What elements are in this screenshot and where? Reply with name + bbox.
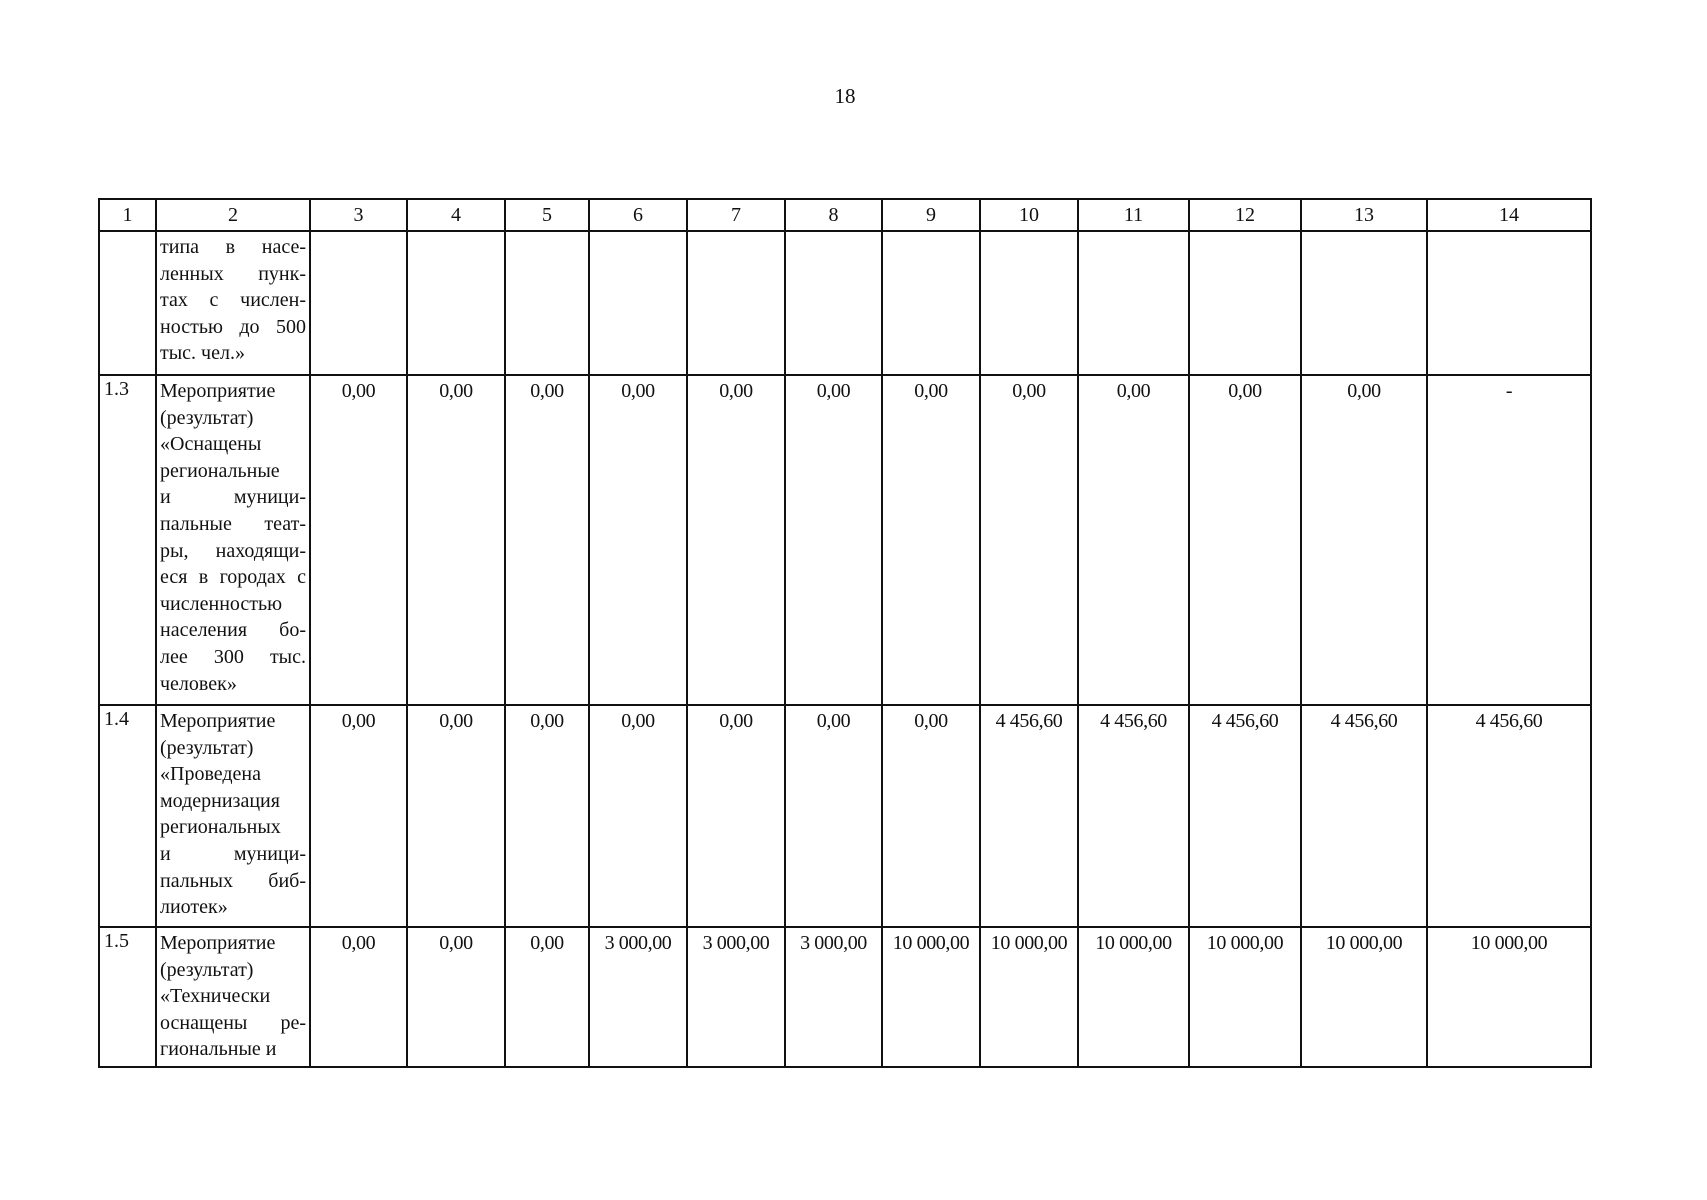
value-cell-col-7: 3 000,00 — [687, 927, 785, 1067]
header-row — [99, 199, 1591, 231]
activity-name — [156, 231, 310, 375]
activity-name-line: «Оснащены — [160, 433, 262, 456]
activity-name-line: и муници- — [160, 486, 306, 509]
column-header-8: 8 — [785, 199, 882, 231]
value-cell-col-10 — [980, 231, 1078, 375]
value-cell-col-11: 10 000,00 — [1078, 927, 1189, 1067]
activity-name-line: ленных пунк- — [160, 262, 306, 285]
value-cell-col-13: 4 456,60 — [1301, 705, 1427, 927]
value-cell-col-6 — [589, 231, 687, 375]
value-cell-col-12: 10 000,00 — [1189, 927, 1301, 1067]
row-number: 1.5 — [99, 927, 156, 1067]
column-header-5: 5 — [505, 199, 589, 231]
value-cell-col-6: 0,00 — [589, 375, 687, 705]
activity-name-line: региональные — [160, 459, 280, 482]
value-cell-col-3 — [310, 231, 407, 375]
value-cell-col-13: 10 000,00 — [1301, 927, 1427, 1067]
activity-name-line: «Технически — [160, 985, 271, 1008]
activity-name-line: модернизация — [160, 789, 280, 812]
value-cell-col-7: 0,00 — [687, 705, 785, 927]
value-cell-col-8: 0,00 — [785, 705, 882, 927]
activity-name-line: ностью до 500 — [160, 315, 306, 338]
activity-name-line: «Проведена — [160, 763, 262, 786]
activity-name-line: (результат) — [160, 736, 254, 759]
activity-name-line: региональных — [160, 816, 281, 839]
activity-name-line: Мероприятие — [160, 710, 276, 732]
column-header-7: 7 — [687, 199, 785, 231]
column-header-12: 12 — [1189, 199, 1301, 231]
activity-name-line: населения бо- — [160, 619, 306, 642]
value-cell-col-7 — [687, 231, 785, 375]
value-cell-col-6: 3 000,00 — [589, 927, 687, 1067]
value-cell-col-7: 0,00 — [687, 375, 785, 705]
activity-name-line: типа в насе- — [160, 236, 306, 258]
activity-name — [156, 705, 310, 927]
value-cell-col-11 — [1078, 231, 1189, 375]
value-cell-col-8: 3 000,00 — [785, 927, 882, 1067]
row-number: 1.4 — [99, 705, 156, 927]
row-number — [99, 231, 156, 375]
value-cell-col-6: 0,00 — [589, 705, 687, 927]
table-row — [99, 927, 1591, 1067]
column-header-11: 11 — [1078, 199, 1189, 231]
column-header-10: 10 — [980, 199, 1078, 231]
value-cell-col-4: 0,00 — [407, 927, 505, 1067]
value-cell-col-5 — [505, 231, 589, 375]
budget-table — [98, 198, 1592, 1068]
value-cell-col-13: 0,00 — [1301, 375, 1427, 705]
activity-name-line: Мероприятие — [160, 380, 276, 402]
column-header-9: 9 — [882, 199, 980, 231]
value-cell-col-12: 4 456,60 — [1189, 705, 1301, 927]
activity-name-line: лее 300 тыс. — [160, 645, 306, 668]
activity-name-line: человек» — [160, 672, 237, 695]
activity-name-line: и муници- — [160, 842, 306, 865]
table-row — [99, 375, 1591, 705]
activity-name-line: тыс. чел.» — [160, 342, 245, 365]
activity-name-line: тах с числен- — [160, 289, 306, 312]
value-cell-col-3: 0,00 — [310, 927, 407, 1067]
activity-name-line: (результат) — [160, 958, 254, 981]
value-cell-col-4: 0,00 — [407, 375, 505, 705]
value-cell-col-12 — [1189, 231, 1301, 375]
value-cell-col-5: 0,00 — [505, 927, 589, 1067]
table-row — [99, 705, 1591, 927]
value-cell-col-12: 0,00 — [1189, 375, 1301, 705]
activity-name-line: пальные теат- — [160, 512, 306, 535]
value-cell-col-5: 0,00 — [505, 705, 589, 927]
activity-name — [156, 375, 310, 705]
value-cell-col-11: 4 456,60 — [1078, 705, 1189, 927]
value-cell-col-3: 0,00 — [310, 375, 407, 705]
value-cell-col-14 — [1427, 231, 1591, 375]
page-number: 18 — [834, 84, 856, 108]
table-row — [99, 231, 1591, 375]
table-body — [99, 231, 1591, 1067]
activity-name-line: численностью — [160, 592, 283, 615]
column-header-14: 14 — [1427, 199, 1591, 231]
activity-name-line: еся в городах с — [160, 566, 306, 589]
value-cell-col-10: 10 000,00 — [980, 927, 1078, 1067]
activity-name-line: пальных биб- — [160, 869, 306, 892]
value-cell-col-9 — [882, 231, 980, 375]
value-cell-col-9: 0,00 — [882, 375, 980, 705]
value-cell-col-5: 0,00 — [505, 375, 589, 705]
activity-name — [156, 927, 310, 1067]
row-number: 1.3 — [99, 375, 156, 705]
table-header — [99, 199, 1591, 231]
value-cell-col-14: - — [1427, 375, 1591, 705]
value-cell-col-14: 4 456,60 — [1427, 705, 1591, 927]
value-cell-col-4 — [407, 231, 505, 375]
activity-name-line: ры, находящи- — [160, 539, 306, 562]
value-cell-col-11: 0,00 — [1078, 375, 1189, 705]
column-header-6: 6 — [589, 199, 687, 231]
activity-name-line: Мероприятие — [160, 932, 276, 954]
column-header-13: 13 — [1301, 199, 1427, 231]
activity-name-line: лиотек» — [160, 896, 228, 919]
value-cell-col-14: 10 000,00 — [1427, 927, 1591, 1067]
value-cell-col-3: 0,00 — [310, 705, 407, 927]
value-cell-col-8: 0,00 — [785, 375, 882, 705]
column-header-4: 4 — [407, 199, 505, 231]
activity-name-line: гиональные и — [160, 1038, 277, 1061]
column-header-1: 1 — [99, 199, 156, 231]
activity-name-line: оснащены ре- — [160, 1011, 306, 1034]
value-cell-col-9: 10 000,00 — [882, 927, 980, 1067]
value-cell-col-13 — [1301, 231, 1427, 375]
value-cell-col-10: 4 456,60 — [980, 705, 1078, 927]
column-header-2: 2 — [156, 199, 310, 231]
column-header-3: 3 — [310, 199, 407, 231]
value-cell-col-9: 0,00 — [882, 705, 980, 927]
value-cell-col-4: 0,00 — [407, 705, 505, 927]
activity-name-line: (результат) — [160, 406, 254, 429]
value-cell-col-8 — [785, 231, 882, 375]
value-cell-col-10: 0,00 — [980, 375, 1078, 705]
